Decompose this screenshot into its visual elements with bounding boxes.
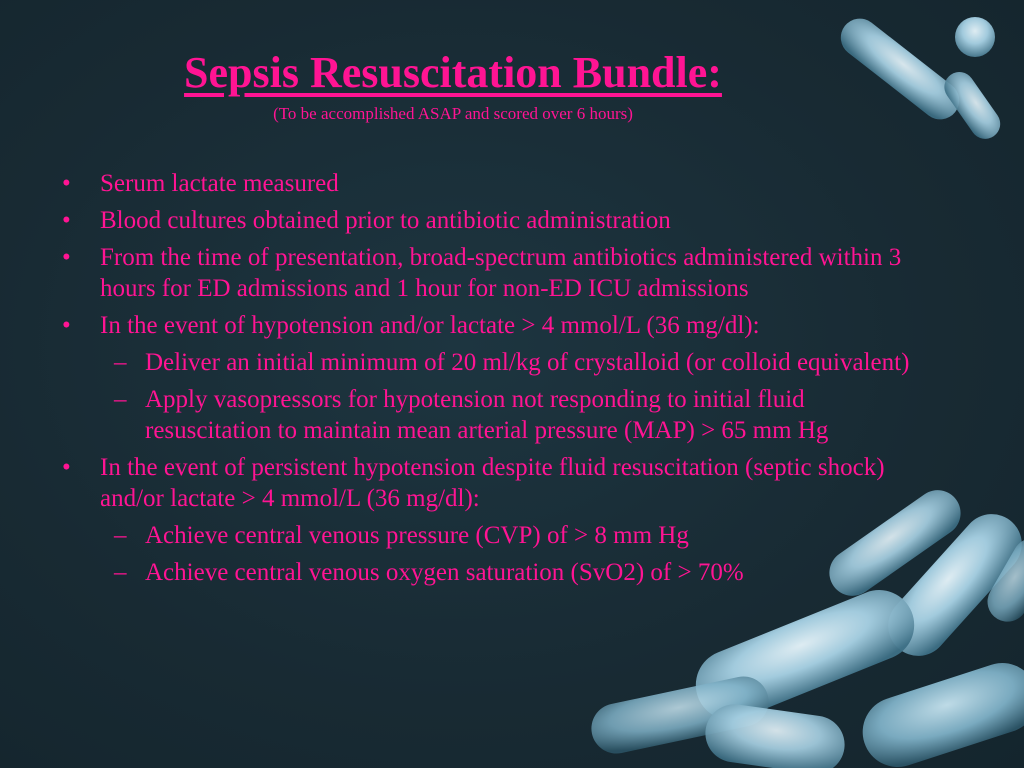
sub-bullet-item — [58, 557, 918, 588]
bullet-text: In the event of hypotension and/or lactate > 4 mmol/L (36 mg/dl): — [100, 312, 760, 339]
bullet-item — [58, 310, 918, 341]
dash-marker: – — [114, 386, 127, 413]
bullet-text: Blood cultures obtained prior to antibiotic administration — [100, 207, 671, 234]
bullet-item — [58, 205, 918, 236]
sub-bullet-text: Deliver an initial minimum of 20 ml/kg of crystalloid (or colloid equivalent) — [145, 349, 910, 376]
sub-bullet-item — [58, 384, 918, 446]
dash-marker: – — [114, 522, 127, 549]
sub-bullet-item — [58, 347, 918, 378]
sub-bullet-item — [58, 520, 918, 551]
sub-bullet-text: Achieve central venous pressure (CVP) of > 8 mm Hg — [145, 522, 689, 549]
bullet-marker: • — [62, 244, 71, 271]
bullet-text: In the event of persistent hypotension despite fluid resuscitation (septic shock) and/or lactate > 4 mmol/L (36 mg/dl): — [100, 454, 885, 512]
sub-bullet-text: Achieve central venous oxygen saturation (SvO2) of > 70% — [145, 559, 744, 586]
bullet-text: Serum lactate measured — [100, 170, 339, 197]
dash-marker: – — [114, 349, 127, 376]
bullet-item — [58, 168, 918, 199]
bullet-marker: • — [62, 170, 71, 197]
bullet-item — [58, 242, 918, 304]
bullet-marker: • — [62, 454, 71, 481]
bullet-marker: • — [62, 312, 71, 339]
bullet-item — [58, 452, 918, 514]
slide-title: Sepsis Resuscitation Bundle: — [184, 48, 722, 97]
bullet-list — [58, 168, 918, 594]
sub-bullet-text: Apply vasopressors for hypotension not responding to initial fluid resuscitation to maintain mean arterial pressure (MAP) > 65 mm Hg — [145, 386, 829, 444]
slide-subtitle: (To be accomplished ASAP and scored over 6 hours) — [273, 104, 633, 123]
dash-marker: – — [114, 559, 127, 586]
bullet-text: From the time of presentation, broad-spectrum antibiotics administered within 3 hours for ED admissions and 1 hour for non-ED ICU admissions — [100, 244, 902, 302]
bullet-marker: • — [62, 207, 71, 234]
